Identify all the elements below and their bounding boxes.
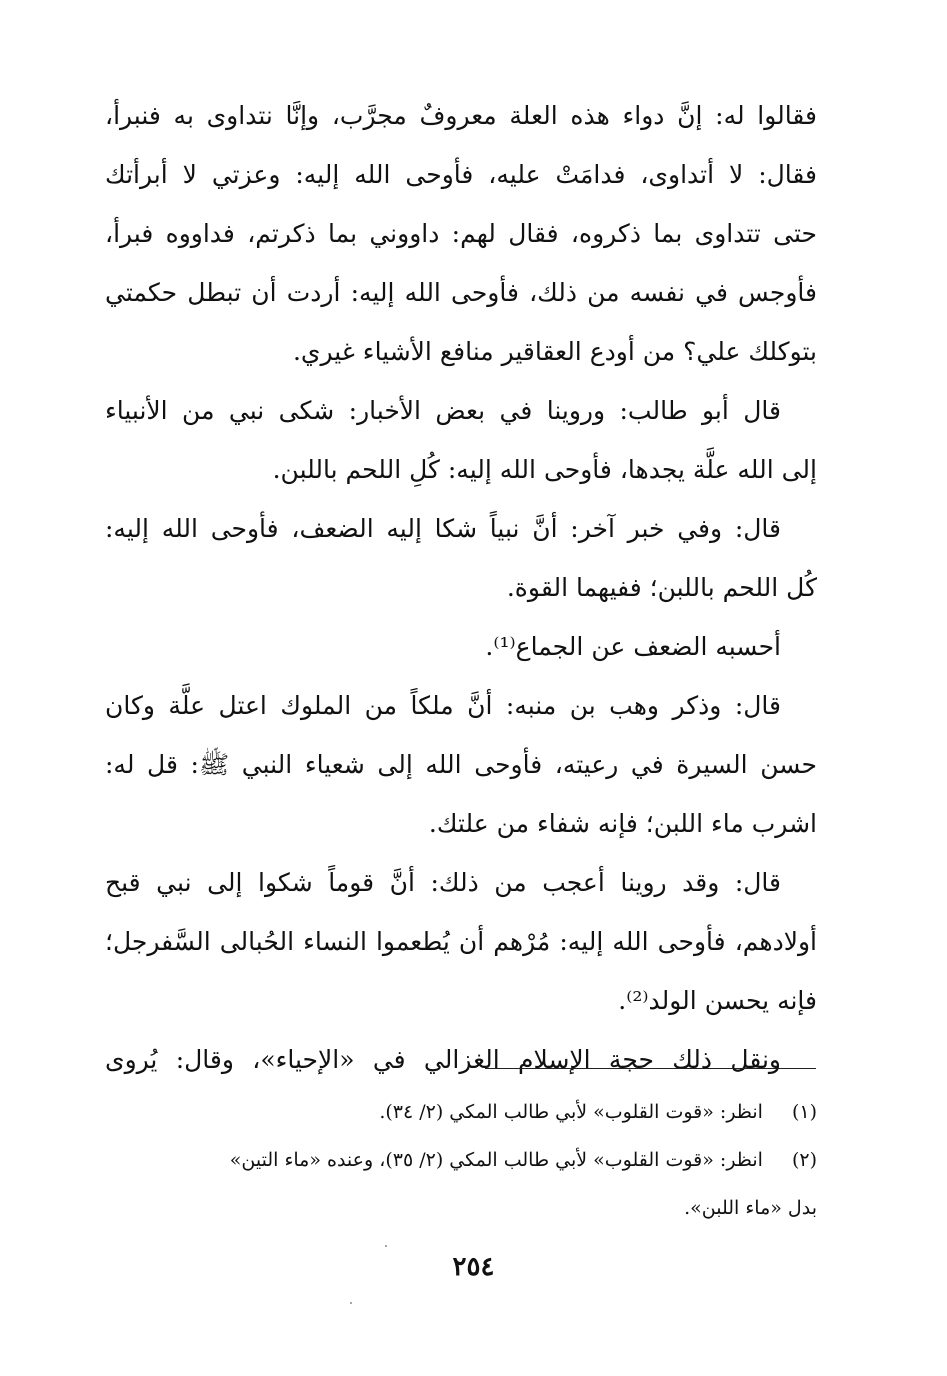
text-line-3: حتى تتداوى بما ذكروه، فقال لهم: داووني بما ذكرتم، فداووه فبرأ،	[105, 219, 817, 248]
text-line-6: قال أبو طالب: وروينا في بعض الأخبار: شكى نبي من الأنبياء	[105, 396, 781, 425]
text-line-8: قال: وفي خبر آخر: أنَّ نبياً شكا إليه الضعف، فأوحى الله إليه:	[105, 514, 781, 543]
text-line-9: كُل اللحم باللبن؛ ففيهما القوة.	[506, 573, 817, 602]
footnote-1	[105, 1088, 817, 1136]
text-line-2: فقال: لا أتداوى، فدامَتْ عليه، فأوحى الله إليه: وعزتي لا أبرأتك	[105, 160, 817, 189]
text-line-4: فأوجس في نفسه من ذلك، فأوحى الله إليه: أردت أن تبطل حكمتي	[105, 278, 817, 307]
text-line-13: اشرب ماء اللبن؛ فإنه شفاء من علتك.	[428, 809, 817, 838]
text-line-17: ونقل ذلك حجة الإسلام الغزالي في «الإحياء»، وقال: يُروى	[105, 1045, 781, 1074]
footnotes	[105, 1088, 817, 1232]
footnote-2	[105, 1136, 817, 1184]
footnote-number: (٢)	[791, 1149, 817, 1171]
main-text	[105, 86, 817, 1089]
print-speck	[350, 1302, 352, 1304]
footnote-2-continuation: بدل «ماء اللبن».	[684, 1197, 817, 1219]
text-line-12: حسن السيرة في رعيته، فأوحى الله إلى شعياء النبي ﷺ: قل له:	[105, 750, 817, 779]
print-speck	[385, 1245, 387, 1247]
footnote-number: (١)	[791, 1101, 817, 1123]
text-line-16: فإنه يحسن الولد⁽²⁾.	[618, 986, 817, 1015]
text-line-5: بتوكلك علي؟ من أودع العقاقير منافع الأشياء غيري.	[292, 337, 817, 366]
text-line-10: أحسبه الضعف عن الجماع⁽¹⁾.	[485, 632, 781, 661]
page-number: ٢٥٤	[452, 1252, 495, 1282]
footnote-divider	[485, 1068, 816, 1069]
text-line-1: فقالوا له: إنَّ دواء هذه العلة معروفٌ مجرَّب، وإنَّا نتداوى به فنبرأ،	[105, 101, 817, 130]
text-line-14: قال: وقد روينا أعجب من ذلك: أنَّ قوماً شكوا إلى نبي قبح	[105, 868, 781, 897]
footnote-text: انظر: «قوت القلوب» لأبي طالب المكي (٢/ ٣٤).	[379, 1101, 763, 1123]
text-line-15: أولادهم، فأوحى الله إليه: مُرْهم أن يُطعموا النساء الحُبالى السَّفرجل؛	[105, 927, 817, 956]
text-line-7: إلى الله علَّة يجدها، فأوحى الله إليه: كُلِ اللحم باللبن.	[272, 455, 817, 484]
text-line-11: قال: وذكر وهب بن منبه: أنَّ ملكاً من الملوك اعتل علَّة وكان	[105, 691, 781, 720]
footnote-text: انظر: «قوت القلوب» لأبي طالب المكي (٢/ ٣٥)، وعنده «ماء التين»	[229, 1149, 763, 1171]
